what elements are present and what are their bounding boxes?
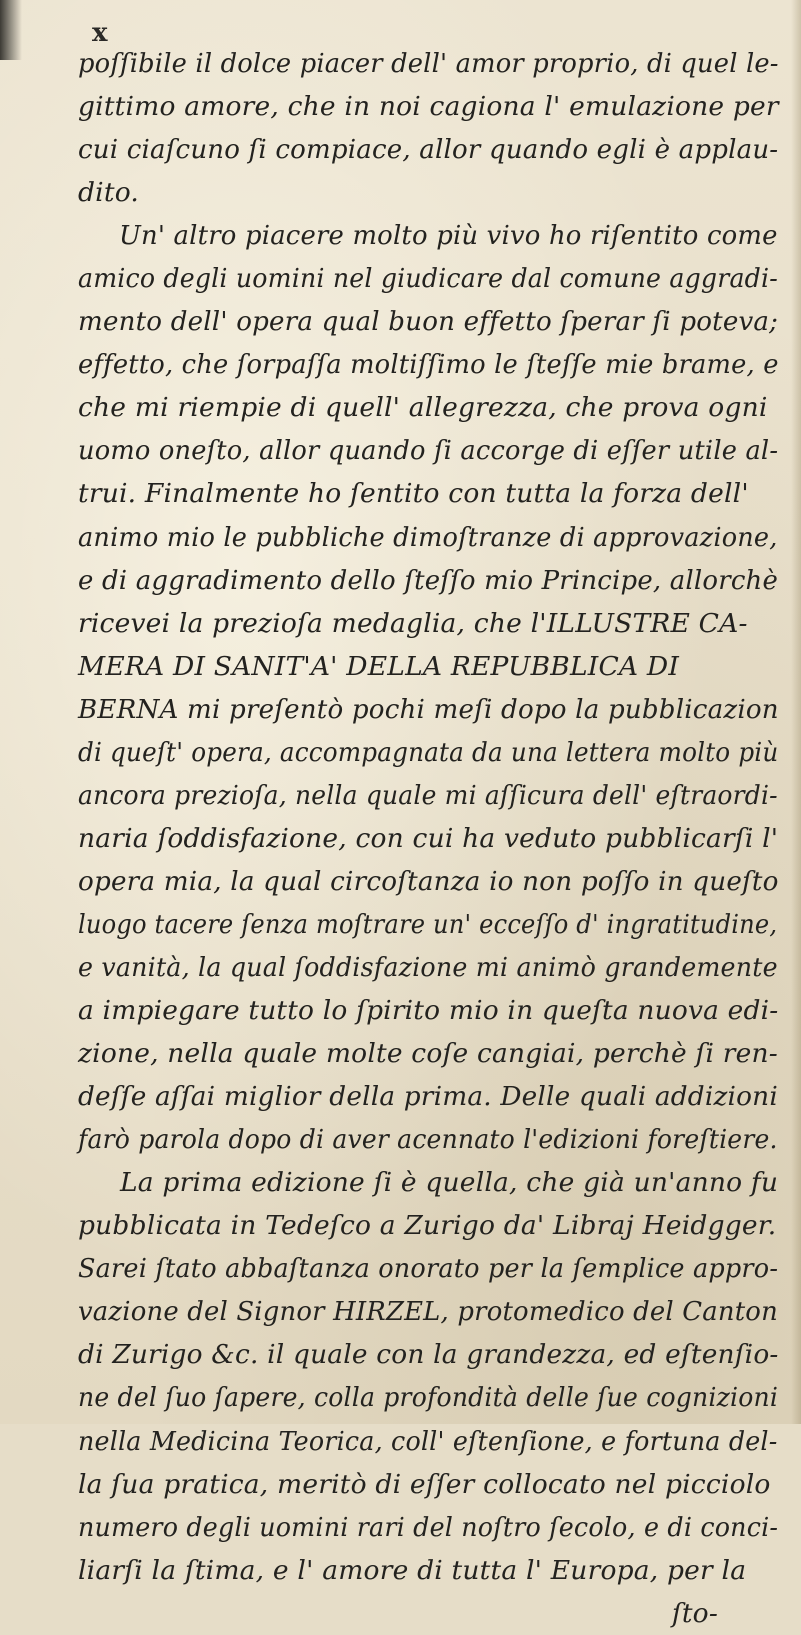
text-line: BERNA mi preſentò pochi meſi dopo la pubblicazion: [78, 693, 779, 725]
text-line: ricevei la prezioſa medaglia, che l'ILLUSTRE CA-: [78, 607, 748, 639]
text-line: La prima edizione ſi è quella, che già un'anno fu: [120, 1167, 779, 1199]
text-line: dito.: [78, 177, 140, 209]
page-edge-shadow-right: [791, 0, 801, 1424]
text-line: luogo tacere ſenza moſtrare un' ecceſſo d' ingratitudine,: [78, 908, 778, 940]
text-line: Sarei ſtato abbaſtanza onorato per la ſemplice appro-: [78, 1253, 779, 1285]
text-line: e di aggradimento dello ſteſſo mio Principe, allorchè: [78, 564, 779, 596]
text-line: la ſua pratica, meritò di eſſer collocato nel picciolo: [78, 1468, 771, 1500]
text-line: opera mia, la qual circoſtanza io non poſſo in queſto: [78, 865, 779, 897]
text-line: a impiegare tutto lo ſpirito mio in queſta nuova edi-: [78, 995, 779, 1027]
text-line: che mi riempie di quell' allegrezza, che prova ogni: [78, 392, 768, 424]
signature-mark: x: [92, 18, 108, 48]
text-line: deſſe aſſai miglior della prima. Delle quali addizioni: [78, 1081, 778, 1113]
text-line: ne del ſuo ſapere, colla profondità delle ſue cognizioni: [78, 1382, 779, 1414]
text-line: uomo oneſto, allor quando ſi accorge di eſſer utile al-: [78, 435, 779, 467]
text-line: numero degli uomini rari del noſtro ſecolo, e di conci-: [78, 1511, 779, 1543]
text-line: zione, nella quale molte coſe cangiai, perchè ſi ren-: [78, 1038, 778, 1070]
text-line: naria ſoddisfazione, con cui ha veduto pubblicarſi l': [78, 822, 779, 854]
text-line: mento dell' opera qual buon effetto ſperar ſi poteva;: [78, 306, 779, 338]
text-line: animo mio le pubbliche dimoſtranze di approvazione,: [78, 521, 778, 553]
text-line: farò parola dopo di aver acennato l'edizioni foreſtiere.: [78, 1124, 778, 1156]
page-edge-shadow-left: [0, 0, 22, 60]
body-text: [78, 42, 778, 1635]
text-line: amico degli uomini nel giudicare dal comune aggradi-: [78, 263, 778, 295]
text-line: Un' altro piacere molto più vivo ho riſentito come: [118, 220, 778, 252]
text-line: ancora prezioſa, nella quale mi aſſicura dell' eſtraordi-: [78, 779, 778, 811]
text-line: MERA DI SANIT'A' DELLA REPUBBLICA DI: [78, 650, 679, 682]
text-line: effetto, che ſorpaſſa moltiſſimo le ſteſſe mie brame, e: [78, 349, 779, 381]
text-line: di queſt' opera, accompagnata da una lettera molto più: [78, 736, 779, 768]
text-line: vazione del Signor HIRZEL, protomedico del Canton: [78, 1296, 778, 1328]
text-line: nella Medicina Teorica, coll' eſtenſione, e fortuna del-: [78, 1425, 778, 1457]
text-line: pubblicata in Tedeſco a Zurigo da' Libraj Heidgger.: [78, 1210, 777, 1242]
text-line: cui ciaſcuno ſi compiace, allor quando egli è applau-: [78, 134, 779, 166]
catchword: ſto-: [671, 1597, 718, 1629]
text-line: trui. Finalmente ho ſentito con tutta la forza dell': [78, 478, 749, 510]
text-line: liarſi la ſtima, e l' amore di tutta l' Europa, per la: [78, 1554, 747, 1586]
text-line: di Zurigo &c. il quale con la grandezza, ed eſtenſio-: [78, 1339, 779, 1371]
text-line: poſſibile il dolce piacer dell' amor proprio, di quel le-: [78, 48, 779, 79]
text-line: gittimo amore, che in noi cagiona l' emulazione per: [78, 91, 779, 123]
text-line: e vanità, la qual ſoddisfazione mi animò grandemente: [78, 951, 778, 983]
